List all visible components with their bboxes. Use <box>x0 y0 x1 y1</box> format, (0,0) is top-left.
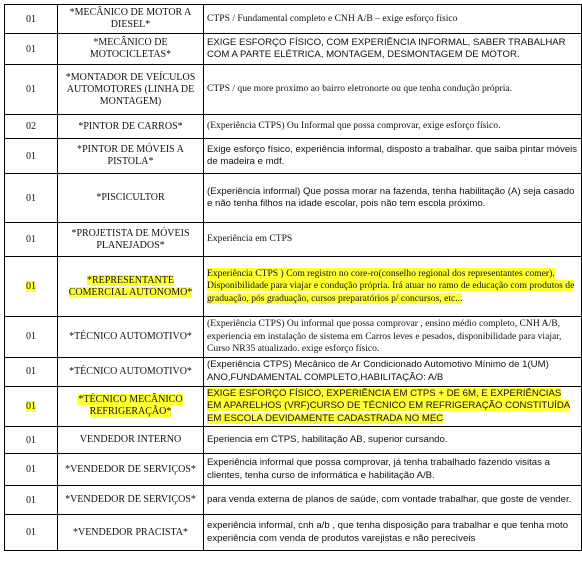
table-row <box>5 139 582 174</box>
job-openings-table <box>4 4 582 551</box>
job-title-cell <box>58 515 204 551</box>
job-title-cell <box>58 174 204 223</box>
job-requirements: para venda externa de planos de saúde, com vontade trabalhar, que goste de vender. <box>207 493 572 505</box>
requirements-cell <box>204 427 582 454</box>
vacancy-count-cell <box>5 223 58 257</box>
vacancy-count: 01 <box>26 366 36 377</box>
job-title: *VENDEDOR DE SERVIÇOS* <box>65 494 196 505</box>
table-row <box>5 34 582 65</box>
vacancy-count-cell <box>5 174 58 223</box>
vacancy-count: 01 <box>26 494 36 506</box>
vacancy-count: 01 <box>26 434 36 446</box>
requirements-cell <box>204 34 582 65</box>
job-requirements: CTPS / Fundamental completo e CNH A/B – exige esforço físico <box>207 12 458 24</box>
table-row <box>5 386 582 427</box>
job-title-cell <box>58 257 204 317</box>
table-row <box>5 357 582 386</box>
table-row <box>5 515 582 551</box>
job-title: *VENDEDOR PRACISTA* <box>72 526 189 538</box>
vacancy-count: 01 <box>26 464 36 475</box>
job-title-cell <box>58 357 204 386</box>
requirements-cell <box>204 139 582 174</box>
table-row <box>5 427 582 454</box>
job-requirements: (Experiência CTPS) Ou informal que possa comprovar , ensino médio completo, CNH A/B, experiencia em instalação de sistema em Carros leves e pesados, disponibilidade para viajar, Curso NR35 atualizado. exige esforço físico. <box>207 318 562 354</box>
vacancy-count-cell <box>5 139 58 174</box>
job-title-cell <box>58 223 204 257</box>
table-row <box>5 223 582 257</box>
job-requirements: Eperiencia em CTPS, habilitação AB, superior cursando. <box>207 433 448 445</box>
vacancy-count: 01 <box>26 192 36 204</box>
requirements-cell <box>204 115 582 139</box>
vacancy-count-cell <box>5 65 58 115</box>
job-title-cell <box>58 65 204 115</box>
job-openings-body <box>5 5 582 551</box>
job-requirements: Experiência CTPS ) Com registro no core-ro(conselho regional dos representantes comer). Disponibilidade para viajar e condução própria. Irá atuar no ramo de educação com produtos de graduação, pós graduação, cursos preparatórios p/ concursos, etc... <box>207 267 575 304</box>
requirements-cell <box>204 223 582 257</box>
requirements-cell <box>204 317 582 358</box>
vacancy-count: 01 <box>26 43 36 55</box>
job-title-cell <box>58 5 204 34</box>
vacancy-count-cell <box>5 115 58 139</box>
vacancy-count-cell <box>5 34 58 65</box>
job-title: *MECÂNICO DE MOTOCICLETAS* <box>89 37 172 60</box>
job-title: *MONTADOR DE VEÍCULOS AUTOMOTORES (LINHA DE MONTAGEM) <box>65 71 196 107</box>
vacancy-count-cell <box>5 317 58 358</box>
vacancy-count: 01 <box>26 527 36 538</box>
job-title-cell <box>58 139 204 174</box>
job-title: VENDEDOR INTERNO <box>79 434 182 445</box>
job-title: *PROJETISTA DE MÓVEIS PLANEJADOS* <box>71 227 190 251</box>
job-title-cell <box>58 386 204 427</box>
table-row <box>5 486 582 515</box>
job-title: *MECÂNICO DE MOTOR A DIESEL* <box>69 7 192 30</box>
requirements-cell <box>204 515 582 551</box>
job-requirements: CTPS / que more proximo ao bairro eletronorte ou que tenha condução própria. <box>207 83 513 95</box>
requirements-cell <box>204 174 582 223</box>
table-row <box>5 174 582 223</box>
job-title: *PISCICULTOR <box>96 192 165 203</box>
vacancy-count: 01 <box>26 84 36 95</box>
job-requirements: Exige esforço físico, experiência informal, disposto a trabalhar. que saiba pintar móveis de madeira e mdf. <box>207 143 578 167</box>
table-row <box>5 454 582 486</box>
vacancy-count: 02 <box>26 121 36 132</box>
job-requirements: Experiência informal que possa comprovar, já tenha trabalhado fazendo visitas a clientes, tenha curso de informática e habilitação A/B. <box>207 457 550 481</box>
job-requirements: (Experiência CTPS) Ou Informal que possa comprovar, exige esforço físico. <box>207 120 501 132</box>
job-title-cell <box>58 34 204 65</box>
table-row <box>5 257 582 317</box>
requirements-cell <box>204 357 582 386</box>
requirements-cell <box>204 65 582 115</box>
job-title-cell <box>58 115 204 139</box>
vacancy-count-cell <box>5 386 58 427</box>
vacancy-count: 01 <box>26 281 36 292</box>
vacancy-count: 01 <box>26 400 36 412</box>
vacancy-count: 01 <box>26 13 36 25</box>
vacancy-count-cell <box>5 357 58 386</box>
job-title-cell <box>58 454 204 486</box>
requirements-cell <box>204 386 582 427</box>
table-row <box>5 5 582 34</box>
table-row <box>5 115 582 139</box>
job-title: *REPRESENTANTE COMERCIAL AUTONOMO* <box>68 274 193 298</box>
vacancy-count-cell <box>5 427 58 454</box>
vacancy-count-cell <box>5 5 58 34</box>
vacancy-count: 01 <box>26 331 36 343</box>
job-requirements: experiência informal, cnh a/b , que tenha disposição para trabalhar e que tenha moto experiência com venda de produtos varejistas e não perecíveis <box>207 520 569 544</box>
table-row <box>5 317 582 358</box>
table-row <box>5 65 582 115</box>
job-requirements: EXIGE ESFORÇO FÍSICO, EXPERIÊNCIA EM CTPS + DE 6M, E EXPERIÊNCIAS EM APARELHOS (VRF)CURSO DE TÉCNICO EM REFRIGERAÇÃO CONSTITUÍDA EM ESCOLA DEVIDAMENTE CADASTRADA NO MEC <box>207 387 571 424</box>
job-title-cell <box>58 427 204 454</box>
job-title: *TÉCNICO MECÂNICO REFRIGERAÇÃO* <box>78 394 183 418</box>
job-title: *PINTOR DE CARROS* <box>78 120 183 132</box>
job-title: *TÉCNICO AUTOMOTIVO* <box>69 330 192 342</box>
requirements-cell <box>204 454 582 486</box>
vacancy-count: 01 <box>26 234 36 245</box>
vacancy-count-cell <box>5 454 58 486</box>
vacancy-count-cell <box>5 486 58 515</box>
job-title-cell <box>58 317 204 358</box>
job-title: *TÉCNICO AUTOMOTIVO* <box>69 365 192 377</box>
job-title: *PINTOR DE MÓVEIS A PISTOLA* <box>77 144 184 167</box>
vacancy-count-cell <box>5 515 58 551</box>
requirements-cell <box>204 486 582 515</box>
requirements-cell <box>204 5 582 34</box>
job-title: *VENDEDOR DE SERVIÇOS* <box>65 463 196 475</box>
job-requirements: Experiência em CTPS <box>207 233 293 245</box>
job-title-cell <box>58 486 204 515</box>
job-requirements: (Experiência informal) Que possa morar na fazenda, tenha habilitação (A) seja casado e não tenha filhos na idade escolar, pois não tem escola próximo. <box>207 185 575 209</box>
vacancy-count-cell <box>5 257 58 317</box>
vacancy-count: 01 <box>26 150 36 162</box>
requirements-cell <box>204 257 582 317</box>
job-requirements: EXIGE ESFORÇO FÍSICO, COM EXPERIÊNCIA INFORMAL, SABER TRABALHAR COM A PARTE ELÉTRICA, MONTAGEM, DESMONTAGEM DE MOTOR. <box>207 36 566 60</box>
job-requirements: (Experiência CTPS) Mecânico de Ar Condicionado Automotivo Mínimo de 1(UM) ANO,FUNDAMENTAL COMPLETO,HABILITAÇÃO: A/B <box>207 359 549 383</box>
